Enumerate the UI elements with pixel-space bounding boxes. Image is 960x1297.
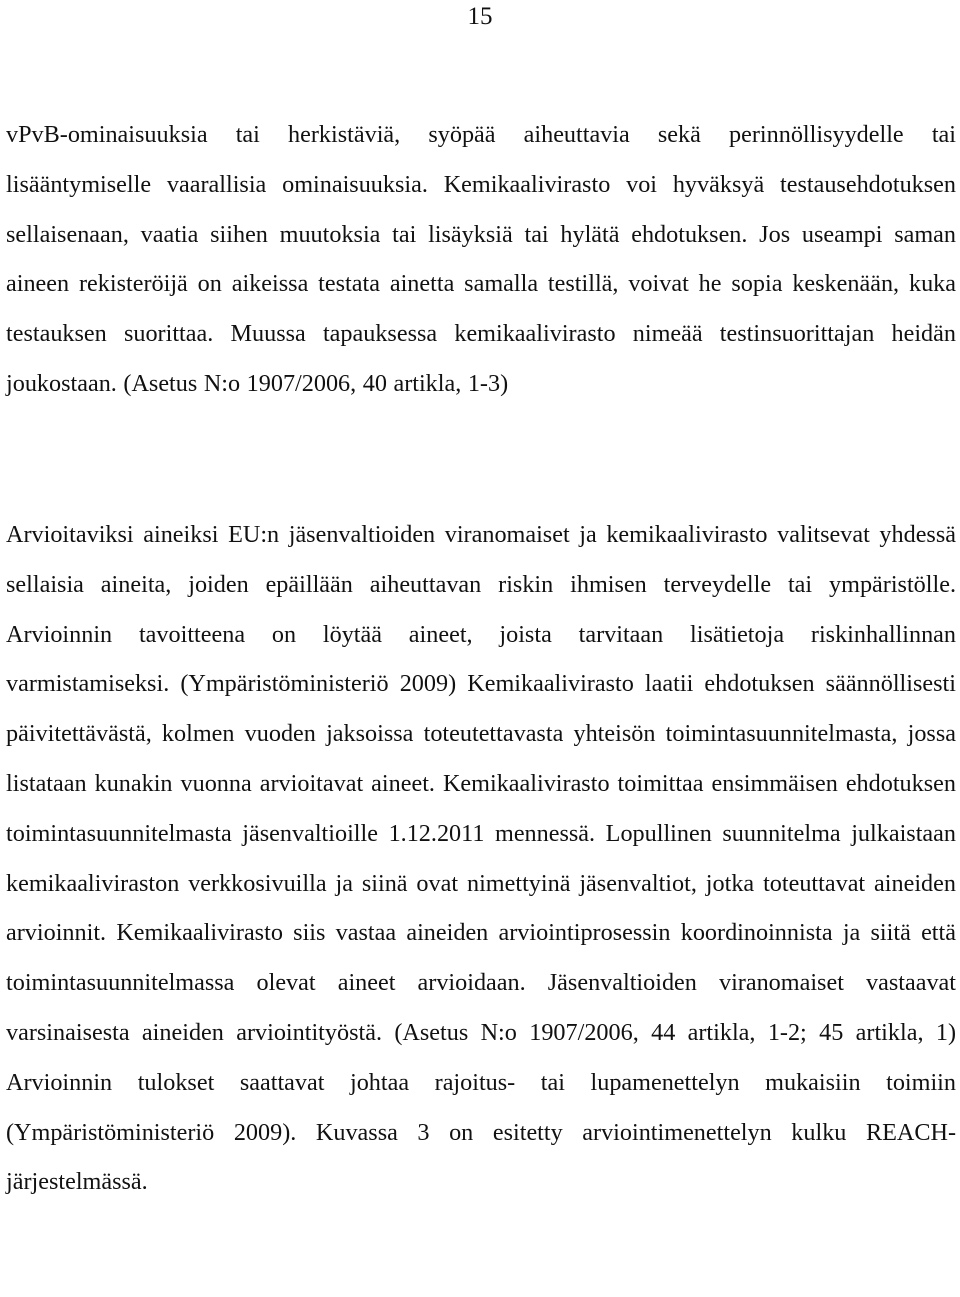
paragraph-testing-proposals: vPvB-ominaisuuksia tai herkistäviä, syöpää aiheuttavia sekä perinnöllisyydelle tai lisääntymiselle vaarallisia ominaisuuksia. Kemikaalivirasto voi hyväksyä testausehdotuksen sellaisenaan, vaatia siihen muutoksia tai lisäyksiä tai hylätä ehdotuksen. Jos useampi saman aineen rekisteröijä on aikeissa testata ainetta samalla testillä, voivat he sopia keskenään, kuka testauksen suorittaa. Muussa tapauksessa kemikaalivirasto nimeää testinsuorittajan heidän joukostaan. (Asetus N:o 1907/2006, 40 artikla, 1-3)	[6, 121, 956, 397]
page-number: 15	[467, 3, 493, 30]
paragraph-substance-evaluation: Arvioitaviksi aineiksi EU:n jäsenvaltioiden viranomaiset ja kemikaalivirasto valitsevat yhdessä sellaisia aineita, joiden epäillään aiheuttavan riskin ihmisen terveydelle tai ympäristölle. Arvioinnin tavoitteena on löytää aineet, joista tarvitaan lisätietoja riskinhallinnan varmistamiseksi. (Ympäristöministeriö 2009) Kemikaalivirasto laatii ehdotuksen säännöllisesti päivitettävästä, kolmen vuoden jaksoissa toteutettavasta yhteisön toimintasuunnitelmasta, jossa listataan kunakin vuonna arvioitavat aineet. Kemikaalivirasto toimittaa ensimmäisen ehdotuksen toimintasuunnitelmasta jäsenvaltioille 1.12.2011 mennessä. Lopullinen suunnitelma julkaistaan kemikaaliviraston verkkosivuilla ja siinä ovat nimettyinä jäsenvaltiot, jotka toteuttavat aineiden arvioinnit. Kemikaalivirasto siis vastaa aineiden arviointiprosessin koordinoinnista ja siitä että toimintasuunnitelmassa olevat aineet arvioidaan. Jäsenvaltioiden viranomaiset vastaavat varsinaisesta aineiden arviointityöstä. (Asetus N:o 1907/2006, 44 artikla, 1-2; 45 artikla, 1) Arvioinnin tulokset saattavat johtaa rajoitus- tai lupamenettelyn mukaisiin toimiin (Ympäristöministeriö 2009). Kuvassa 3 on esitetty arviointimenettelyn kulku REACH-järjestelmässä.	[6, 521, 956, 1196]
